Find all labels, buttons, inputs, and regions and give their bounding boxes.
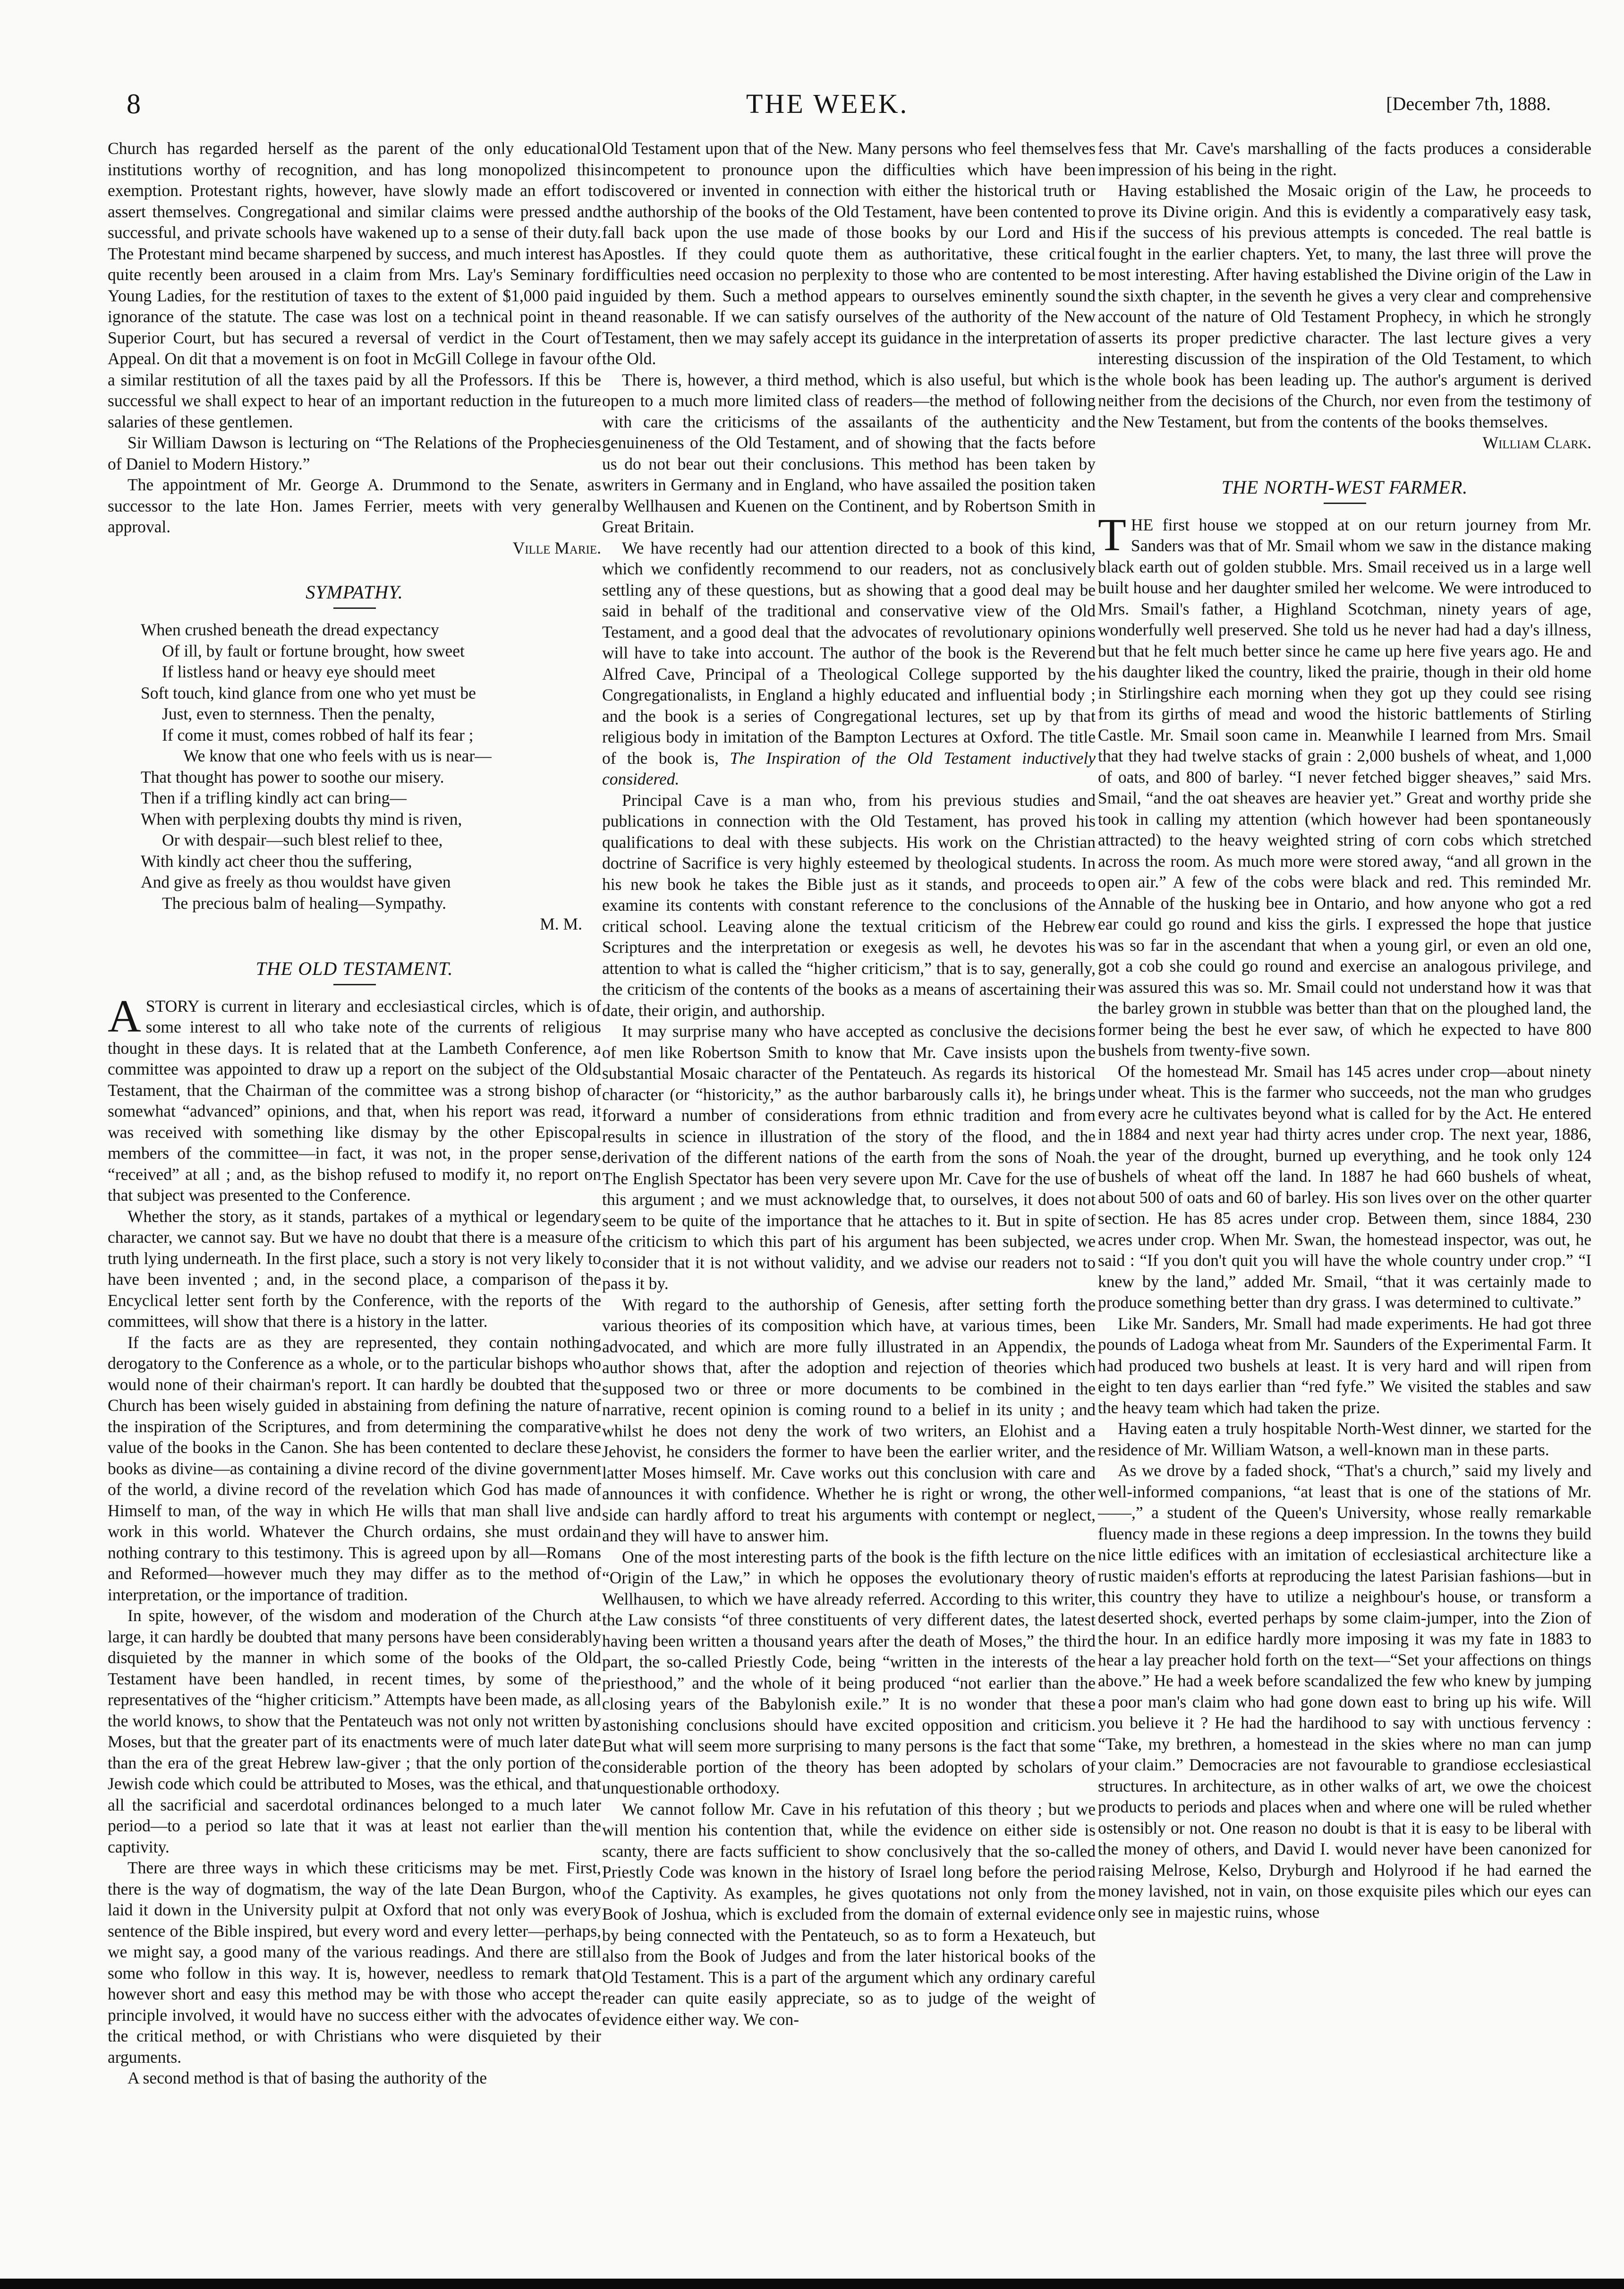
poem-line: The precious balm of healing—Sympathy. <box>162 893 447 913</box>
paragraph: Whether the story, as it stands, partakes of a mythical or legendary character, we cannot say. But we have no doubt that there is a measure of truth lying underneath. In the first place, such a story is not very likely to have been invented ; and, in the second place, a comparison of the Encyclical letter sent forth by the Conference, with the reports of the committees, will show that there is a history in the latter. <box>108 1206 601 1331</box>
paragraph: Principal Cave is a man who, from his previous studies and publications in connection with the Old Testament, has proved his qualifications to deal with these subjects. His work on the Christian doctrine of Sacrifice is very highly esteemed by theological students. In his new book he takes the Bible just as it stands, and proceeds to examine its contents with constant reference to the conclusions of the critical school. Leaving alone the textual criticism of the Hebrew Scriptures and the interpretation or exegesis as well, he devotes his attention to what is called the “higher criticism,” that is to say, generally, the criticism of the contents of the books as a means of ascertaining their date, their origin, and authorship. <box>602 790 1096 1020</box>
paragraph: It may surprise many who have accepted as conclusive the decisions of men like Robertson Smith to know that Mr. Cave insists upon the substantial Mosaic character of the Pentateuch. As regards its historical character (or “historicity,” as the author barbarously calls it), he brings forward a number of considerations from ethnic tradition and from results in science in illustration of the story of the flood, and the derivation of the different nations of the earth from the sons of Noah. The English Spectator has been very severe upon Mr. Cave for the use of this argument ; and we must acknowledge that, to ourselves, it does not seem to be quite of the importance that he attaches to it. But in spite of the criticism to which this part of his argument has been subjected, we consider that it is not without validity, and we advise our readers not to pass it by. <box>602 1022 1096 1293</box>
paragraph: We cannot follow Mr. Cave in his refutation of this theory ; but we will mention his contention that, while the evidence on either side is scanty, there are facts sufficient to show conclusively that the so-called Priestly Code was known in the history of Israel long before the period of the Captivity. As examples, he gives quotations not only from the Book of Joshua, which is excluded from the domain of external evidence by being connected with the Pentateuch, so as to form a Hexateuch, but also from the Book of Judges and from the later historical books of the Old Testament. This is a part of the argument which any ordinary careful reader can quite easily appreciate, so as to judge of the weight of evidence either way. We con- <box>602 1799 1096 2029</box>
divider <box>1324 503 1366 504</box>
poem-line: When crushed beneath the dread expectancy <box>141 620 439 639</box>
paragraph: With regard to the authorship of Genesis, after setting forth the various theories of its composition which have, at various times, been advocated, and which are more fully illustrated in an Appendix, the author shows that, after the adoption and rejection of theories which supposed two or three or more documents to be combined in the narrative, recent opinion is coming round to a belief in its unity ; and whilst he does not deny the work of two writers, an Elohist and a Jehovist, he considers the former to have been the earlier writer, and the latter Moses himself. Mr. Cave works out this conclusion with care and announces it with confidence. Whether he is right or wrong, the other side can hardly afford to treat his arguments with contempt or neglect, and they will have to answer him. <box>602 1295 1096 1545</box>
heading-old-testament: THE OLD TESTAMENT. <box>255 957 453 979</box>
divider <box>333 607 376 609</box>
paragraph: Having established the Mosaic origin of the Law, he proceeds to prove its Divine origin. And this is evidently a comparatively easy task, if the success of his previous attempts is conceded. The real battle is fought in the earlier chapters. Yet, to many, the last three will prove the most interesting. After having established the Divine origin of the Law in the sixth chapter, in the seventh he gives a very clear and comprehensive account of the nature of Old Testament Prophecy, in which he strongly asserts its proper predictive character. The last lecture gives a very interesting discussion of the inspiration of the Old Testament, to which the whole book has been leading up. The author's argument is derived neither from the decisions of the Church, nor even from the testimony of the New Testament, but from the contents of the books themselves. <box>1098 181 1591 431</box>
paragraph: THE first house we stopped at on our return journey from Mr. Sanders was that of Mr. Smail whom we saw in the distance making black earth out of golden stubble. Mrs. Smail received us in a large well built house and her daughter smiled her welcome. We were introduced to Mrs. Smail's father, a Highland Scotchman, ninety years of age, wonderfully well preserved. She told us he never had had a day's illness, but that he felt much better since he came up here five years ago. He and his daughter liked the country, liked the prairie, though in their old home in Stirlingshire each morning when they got up they could see rising from its girths of mead and wood the historic battlements of Stirling Castle. Mr. Smail soon came in. Meanwhile I learned from Mrs. Smail that they had twelve stacks of grain : 2,000 bushels of wheat, and 1,000 of oats, and 800 of barley. “I never fetched bigger sheaves,” said Mrs. Smail, “and the oat sheaves are heavier yet.” Great and worthy pride she took in calling my attention (which however had been spontaneously attracted) to the heavy weighted string of corn cobs which stretched across the room. As much more were stored away, “and all grown in the open air.” A few of the cobs were black and red. This reminded Mr. Annable of the husking bee in Ontario, and how anyone who got a red ear could go round and kiss the girls. I expressed the hope that justice was so far in the ascendant that when a young girl, or even an old one, got a cob she could go round and exercise an analogous privilege, and was assured this was so. Mr. Smail could not understand how it was that the barley grown in stubble was better than that on the ploughed land, the former being the best he ever saw, of which he expected to have 800 bushels from twenty-five sown. <box>1098 509 1591 1059</box>
divider <box>333 984 376 985</box>
signature-m-m: M. M. <box>540 914 582 933</box>
column-3 <box>1098 138 1591 1922</box>
poem-line: We know that one who feels with us is near— <box>183 746 492 765</box>
poem-line: Or with despair—such blest relief to thee, <box>162 830 443 849</box>
paragraph: Old Testament upon that of the New. Many persons who feel themselves incompetent to pronounce upon the difficulties which have been discovered or invented in connection with either the historical truth or the authorship of the books of the Old Testament, have been contented to fall back upon the use made of those books by our Lord and His Apostles. If they could quote them as authoritative, these critical difficulties need occasion no perplexity to those who are contented to be guided by them. Such a method appears to ourselves eminently sound and reasonable. If we can satisfy ourselves of the authority of the New Testament, then we may safely accept its guidance in the interpretation of the Old. <box>602 139 1096 368</box>
poem-line: Of ill, by fault or fortune brought, how sweet <box>162 641 465 660</box>
paragraph: If the facts are as they are represented, they contain nothing derogatory to the Conference as a whole, or to the particular bishops who would none of their chairman's report. It can hardly be doubted that the Church has been wisely guided in abstaining from defining the nature of the inspiration of the Scriptures, and from determining the comparative value of the books in the Canon. She has been contented to declare these books as divine—as containing a divine record of the divine government of the world, a divine record of the revelation which God has made of Himself to man, of the way in which He wills that man shall live and work in this world. Whatever the Church ordains, she must ordain nothing contrary to this testimony. This is agreed upon by all—Romans and Reformed—however much they may differ as to the method of interpretation, or the importance of tradition. <box>108 1332 601 1604</box>
page-number: 8 <box>127 88 141 120</box>
paragraph: One of the most interesting parts of the book is the fifth lecture on the “Origin of the Law,” in which he opposes the evolutionary theory of Wellhausen, to which we have already referred. According to this writer, the Law consists “of three constituents of very different dates, the latest having been written a thousand years after the death of Moses,” the third part, the so-called Priestly Code, being “written in the interests of the priesthood,” and the whole of it being produced “not earlier than the closing years of the Babylonish exile.” It is no wonder that these astonishing conclusions should have excited opposition and criticism. But what will seem more surprising to many persons is the fact that some considerable portion of the theory has been adopted by scholars of unquestionable orthodoxy. <box>602 1547 1096 1797</box>
poem-line: If come it must, comes robbed of half its fear ; <box>162 725 474 744</box>
paragraph: There are three ways in which these criticisms may be met. First, there is the way of dogmatism, the way of the late Dean Burgon, who laid it down in the University pulpit at Oxford that not only was every sentence of the Bible inspired, but every word and every letter—perhaps, we might say, a good many of the various readings. And there are still some who follow in this way. It is, however, needless to remark that however short and easy this method may be with those who accept the principle involved, it would have no success either with the advocates of the critical method, or with Christians who were disquieted by their arguments. <box>108 1858 601 2067</box>
poem-line: And give as freely as thou wouldst have given <box>141 872 451 891</box>
masthead-title: THE WEEK. <box>746 88 909 119</box>
paragraph: In spite, however, of the wisdom and moderation of the Church at large, it can hardly be doubted that many persons have been considerably disquieted by the manner in which some of the books of the Old Testament have been handled, in recent times, by some of the representatives of the “higher criticism.” Attempts have been made, as all the world knows, to show that the Pentateuch was not only not written by Moses, but that the greater part of its enactments were of much later date than the era of the great Hebrew law-giver ; that the only portion of the Jewish code which could be attributed to Moses, was the ethical, and that all the sacrificial and sacerdotal ordinances belonged to a much later period—to a period so late that it was at least not earlier than the captivity. <box>108 1606 601 1856</box>
column-2 <box>602 138 1096 2030</box>
heading-north-west-farmer: THE NORTH-WEST FARMER. <box>1221 476 1468 498</box>
paragraph: A second method is that of basing the authority of the <box>128 2068 487 2087</box>
paragraph: We have recently had our attention directed to a book of this kind, which we confidently recommend to our readers, not as conclusively settling any of these questions, but as showing that a good deal may be said in behalf of the traditional and conservative view of the Old Testament, and a good deal that the advocates of revolutionary opinions will have to take into account. The author of the book is the Reverend Alfred Cave, Principal of a Theological College supported by the Congregationalists, in England a highly educated and influential body ; and the book is a series of Congregational lectures, set up by that religious body in imitation of the Bampton Lectures at Oxford. The title of the book is, The Inspiration of the Old Testament inductively considered. <box>602 538 1096 788</box>
paragraph: fess that Mr. Cave's marshalling of the facts produces a considerable impression of his being in the right. <box>1098 139 1591 179</box>
heading-sympathy: SYMPATHY. <box>306 581 403 603</box>
issue-date: [December 7th, 1888. <box>1386 93 1551 114</box>
poem-line: Just, even to sternness. Then the penalty, <box>162 704 435 723</box>
column-1 <box>108 138 601 2089</box>
poem-line: Soft touch, kind glance from one who yet must be <box>141 683 476 702</box>
paragraph: Like Mr. Sanders, Mr. Small had made experiments. He had got three pounds of Ladoga wheat from Mr. Saunders of the Experimental Farm. It had produced two bushels at least. It is very hard and will ripen from eight to ten days earlier than “red fyfe.” We visited the stables and saw the heavy team which had taken the prize. <box>1098 1314 1591 1417</box>
paragraph: As we drove by a faded shock, “That's a church,” said my lively and well-informed companions, “at least that is one of the stations of Mr.——,” a student of the Queen's University, whose really remarkable fluency made in these regions a deep impression. In the towns they build nice little edifices with an imitation of ecclesiastical architecture like a rustic maiden's efforts at reproducing the latest Parisian fashions—but in this country they have to utilize a neighbour's house, or transform a deserted shock, everted perhaps by some claim-jumper, into the Zion of the hour. In an edifice hardly more imposing it was my fate in 1883 to hear a lay preacher hold forth on the text—“Set your affections on things above.” He had a week before scandalized the few who knew by jumping a poor man's claim who had gone down east to bring up his wife. Will you believe it ? He had the hardihood to say with unctious fervency : “Take, my brethren, a homestead in the skies where no man can jump your claim.” Democracies are not favourable to grandiose ecclesiastical structures. In architecture, as in other walks of art, we owe the choicest products to periods and places when and where one will be ruled whether ostensibly or not. One reason no doubt is that it is easy to be liberal with the money of others, and David I. would never have been canonized for raising Melrose, Kelso, Dryburgh and Holyrood if he had earned the money lavished, not in vain, on those exquisite piles which our eyes can only see in majestic ruins, whose <box>1098 1461 1591 1922</box>
poem-line: That thought has power to soothe our misery. <box>141 767 444 786</box>
poem-line: When with perplexing doubts thy mind is riven, <box>141 809 462 828</box>
book-title: The Inspiration of the Old Testament inductively considered. <box>602 748 1096 788</box>
poem-line: Then if a trifling kindly act can bring— <box>141 788 407 807</box>
paragraph: There is, however, a third method, which is also useful, but which is open to a much more limited class of readers—the method of following with care the criticisms of the assailants of the authenticity and genuineness of the Old Testament, and of showing that the facts before us do not bear out their conclusions. This method has been taken by writers in Germany and in England, who have assailed the position taken by Wellhausen and Kuenen on the Continent, and by Robertson Smith in Great Britain. <box>602 370 1096 536</box>
signature-ville-marie: Ville Marie. <box>512 538 601 557</box>
paragraph: Of the homestead Mr. Smail has 145 acres under crop—about ninety under wheat. This is the farmer who succeeds, not the man who grudges every acre he cultivates beyond what is called for by the Act. He entered in 1884 and next year had thirty acres under crop. The next year, 1886, the year of the drought, burned up everything, and he took only 124 bushels of wheat off the land. In 1887 he had 660 bushels of wheat, about 500 of oats and 60 of barley. His son lives over on the other quarter section. He has 85 acres under crop. Between them, since 1884, 230 acres under crop. When Mr. Swan, the homestead inspector, was out, he said : “If you don't quit you will have the whole country under crop.” “I knew by the land,” added Mr. Smail, “that it was certainly made to produce something better than dry grass. I was determined to cultivate.” <box>1098 1061 1591 1312</box>
poem-line: If listless hand or heavy eye should meet <box>162 662 435 681</box>
drop-cap: T <box>1098 509 1126 561</box>
paragraph: Church has regarded herself as the parent of the only educational institutions worthy of recognition, and has long monopolized this exemption. Protestant rights, however, have slowly made an effort to assert themselves. Congregational and similar claims were pressed and successful, and private schools have wakened up to a sense of their duty. The Protestant mind became sharpened by success, and much interest has quite recently been aroused in a claim from Mrs. Lay's Seminary for Young Ladies, for the restitution of taxes to the extent of $1,000 paid in ignorance of the statute. The case was lost on a technical point in the Superior Court, but has secured a reversal of verdict in the Court of Appeal. On dit that a movement is on foot in McGill College in favour of a similar restitution of all the taxes paid by all the Professors. If this be successful we shall expect to hear of an important reduction in the future salaries of these gentlemen. <box>108 139 601 431</box>
poem-sympathy <box>141 619 601 914</box>
poem-line: With kindly act cheer thou the suffering, <box>141 851 412 871</box>
paragraph: ASTORY is current in literary and ecclesiastical circles, which is of some interest to all who take note of the currents of religious thought in these days. It is related that at the Lambeth Conference, a committee was appointed to draw up a report on the subject of the Old Testament, that the Chairman of the committee was a strong bishop of somewhat “advanced” opinions, and that, when his report was read, it was received with something like dismay by the other Episcopal members of the committee—in fact, it was not, in the proper sense, “received” at all ; and, as the bishop refused to modify it, no report on that subject was presented to the Conference. <box>108 991 601 1204</box>
drop-cap: A <box>108 991 141 1042</box>
signature-william-clark: William Clark. <box>1482 433 1591 452</box>
paragraph: Sir William Dawson is lecturing on “The Relations of the Prophecies of Daniel to Modern History.” <box>108 433 601 473</box>
paragraph: Having eaten a truly hospitable North-West dinner, we started for the residence of Mr. William Watson, a well-known man in these parts. <box>1098 1419 1591 1459</box>
scan-edge <box>0 2279 1624 2289</box>
paragraph: The appointment of Mr. George A. Drummond to the Senate, as successor to the late Hon. James Ferrier, meets with very general approval. <box>108 475 601 536</box>
